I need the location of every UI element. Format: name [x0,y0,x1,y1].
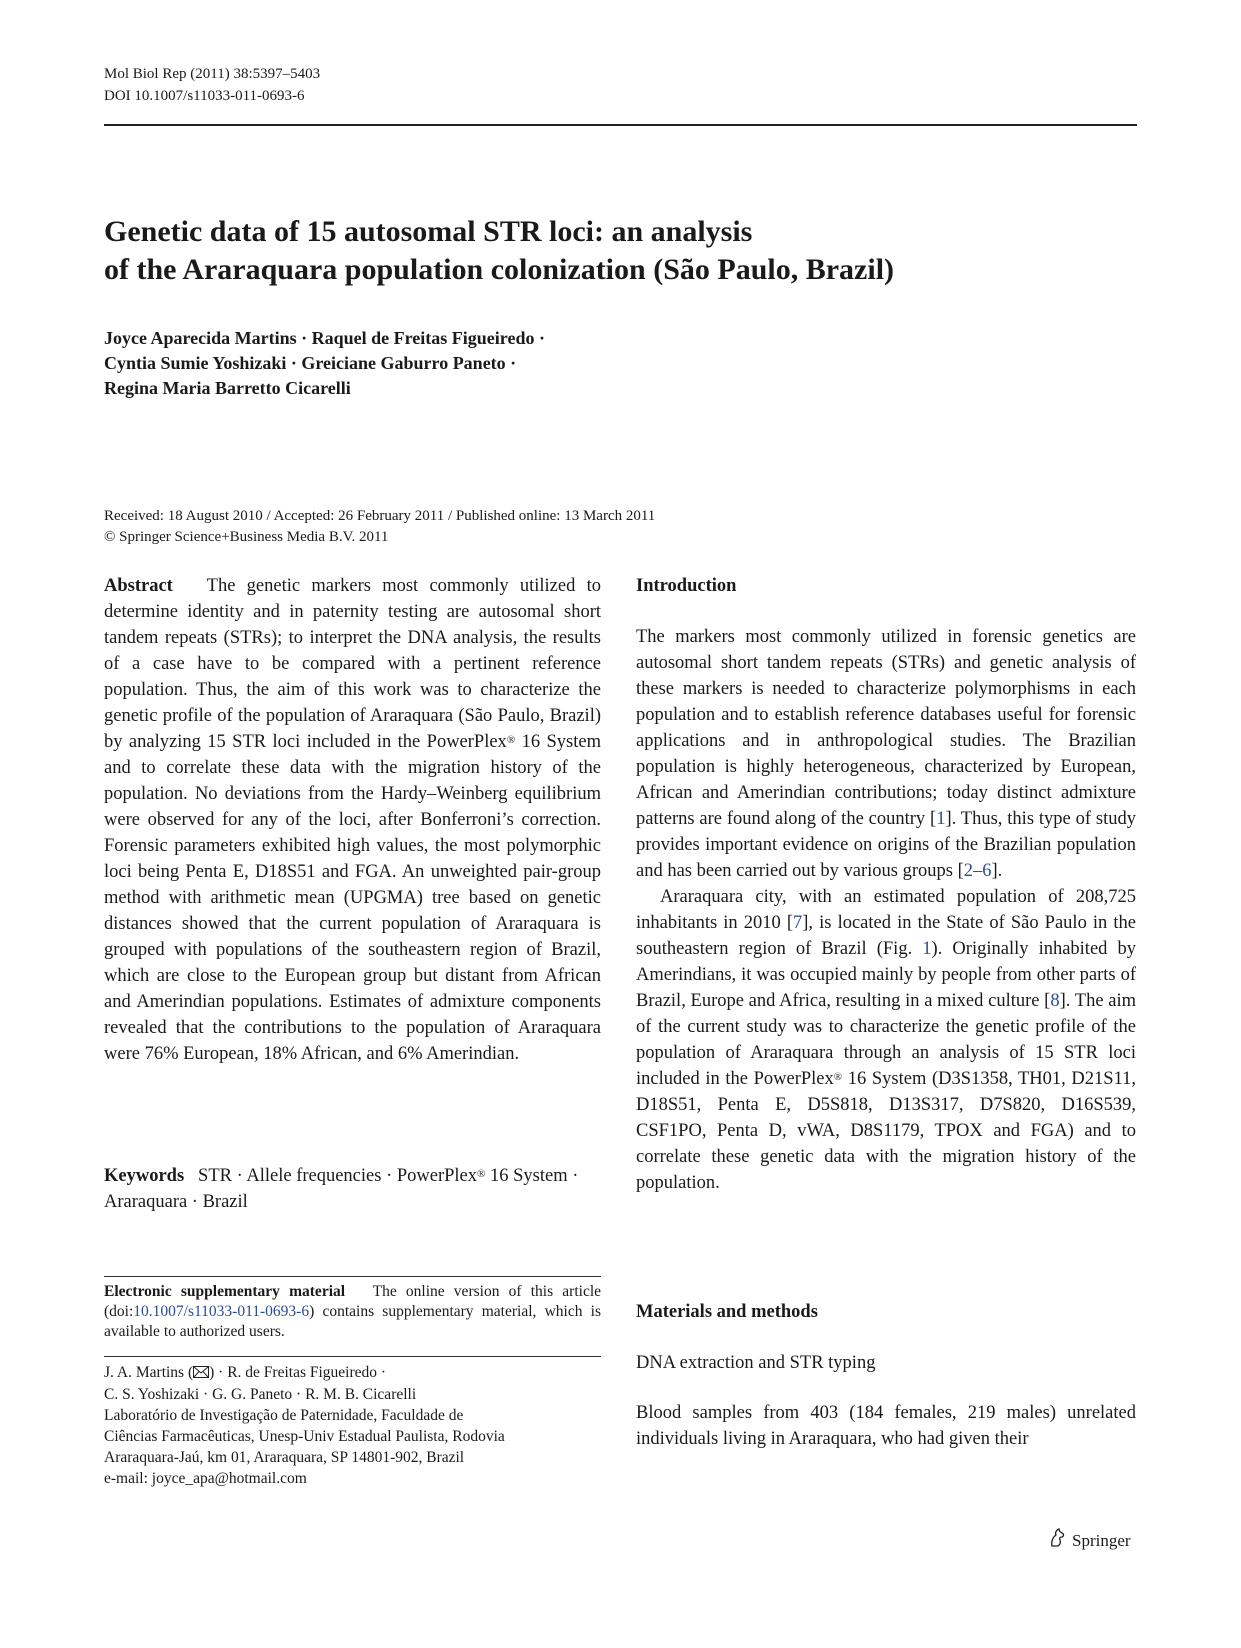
affiliation-line-3: Laboratório de Investigação de Paternidade, Faculdade de [104,1406,464,1424]
envelope-icon [193,1363,209,1384]
keywords-section [104,1163,601,1215]
ref-link[interactable]: 1 [936,809,946,829]
registered-mark: ® [506,734,516,746]
history-dates: Received: 18 August 2010 / Accepted: 26 February 2011 / Published online: 13 March 2011 [104,508,656,524]
affiliation-email: e-mail: joyce_apa@hotmail.com [104,1469,307,1487]
header-rule [104,124,1137,126]
abstract-heading: Abstract [104,576,173,596]
keywords-heading: Keywords [104,1166,185,1186]
abstract-section [104,573,601,1067]
affiliation-line-4: Ciências Farmacêuticas, Unesp-Univ Estadual Paulista, Rodovia [104,1427,505,1445]
affiliation-line-2: C. S. Yoshizaki · G. G. Paneto · R. M. B. Cicarelli [104,1385,417,1403]
esm-note [104,1282,601,1342]
esm-text-1: The online version of this article (doi: [104,1283,602,1320]
affiliation-line-1a: J. A. Martins ( [104,1364,194,1381]
esm-heading: Electronic supplementary material [104,1283,346,1300]
esm-text-2: ) contains supplementary material, which is available to authorized users. [104,1303,601,1340]
ref-link[interactable]: 7 [793,913,803,933]
article-title [104,213,1104,289]
springer-logo [1048,1528,1131,1554]
abstract-text-1: The genetic markers most commonly utilized to determine identity and in paternity testing are autosomal short tandem repeats (STRs); to interpret the DNA analysis, the results of a case have to be compared with a pertinent reference population. Thus, the aim of this work was to characterize the genetic profile of the population of Araraquara (São Paulo, Brazil) by analyzing 15 STR loci included in the PowerPlex [104,576,602,752]
affiliation-line-1b: ) · R. de Freitas Figueiredo · [209,1364,387,1381]
authors-line-1: Joyce Aparecida Martins · Raquel de Freitas Figueiredo · [104,328,545,348]
authors-line-2: Cyntia Sumie Yoshizaki · Greiciane Gaburro Paneto · [104,353,517,373]
title-line-2: of the Araraquara population colonization (São Paulo, Brazil) [104,253,895,286]
title-line-1: Genetic data of 15 autosomal STR loci: an analysis [104,215,753,248]
esm-rule [104,1276,601,1277]
author-list [104,326,1004,401]
intro-paragraph-2: Araraquara city, with an estimated population of 208,725 inhabitants in 2010 [7], is located in the State of São Paulo in the southeastern region of Brazil (Fig. 1). Originally inhabited by Amerindians, it was occupied mainly by people from other parts of Brazil, Europe and Africa, resulting in a mixed culture [8]. The aim of the current study was to characterize the genetic profile of the population of Araraquara through an analysis of 15 STR loci included in the PowerPlex® 16 System (D3S1358, TH01, D21S11, D18S51, Penta E, D5S818, D13S317, D7S820, D16S539, CSF1PO, Penta D, vWA, D8S1179, TPOX and FGA) and to correlate these genetic data with the migration history of the population. [636,887,1137,1193]
ref-link[interactable]: 8 [1050,991,1060,1011]
springer-horse-icon [1048,1528,1066,1554]
keywords-text-1: STR · Allele frequencies · PowerPlex [198,1166,478,1186]
authors-line-3: Regina Maria Barretto Cicarelli [104,378,351,398]
affiliation-rule [104,1356,601,1357]
registered-mark: ® [833,1071,843,1083]
journal-doi: DOI 10.1007/s11033-011-0693-6 [104,88,305,104]
copyright-line: © Springer Science+Business Media B.V. 2011 [104,529,389,545]
abstract-text-2: 16 System and to correlate these data with the migration history of the population. No deviations from the Hardy–Weinberg equilibrium were observed for any of the loci, after Bonferroni’s correction. Forensic parameters exhibited high values, the most polymorphic loci being Penta E, D18S51 and FGA. An unweighted pair-group method with arithmetic mean (UPGMA) tree based on genetic distances showed that the current population of Araraquara is grouped with populations of the southeastern region of Brazil, which are close to the European group but distant from African and Amerindian populations. Estimates of admixture components revealed that the contributions to the population of Araraquara were 76% European, 18% African, and 6% Amerindian. [104,732,601,1064]
esm-doi-link[interactable]: 10.1007/s11033-011-0693-6 [133,1303,310,1320]
intro-paragraph-1: The markers most commonly utilized in forensic genetics are autosomal short tandem repeats (STRs) and genetic analysis of these markers is needed to characterize polymorphisms in each population and to establish reference databases useful for forensic applications and in anthropological studies. The Brazilian population is highly heterogeneous, characterized by European, African and Amerindian contributions; today distinct admixture patterns are found along of the country [1]. Thus, this type of study provides important evidence on origins of the Brazilian population and has been carried out by various groups [2–6]. [636,627,1136,881]
journal-citation: Mol Biol Rep (2011) 38:5397–5403 [104,66,321,82]
methods-heading: Materials and methods [636,1302,818,1322]
registered-mark: ® [477,1168,486,1180]
methods-paragraph: Blood samples from 403 (184 females, 219 males) unrelated individuals living in Araraquara, who had given their [636,1403,1136,1449]
publisher-name: Springer [1072,1531,1131,1550]
keywords-text-2: 16 System · Araraquara · Brazil [104,1166,579,1212]
abstract-paragraph [104,573,601,1067]
introduction-section [636,624,1136,1196]
affiliation-block [104,1362,601,1489]
affiliation-line-5: Araraquara-Jaú, km 01, Araraquara, SP 14801-902, Brazil [104,1448,465,1466]
ref-link[interactable]: 2–6 [963,861,992,881]
methods-subheading: DNA extraction and STR typing [636,1353,876,1373]
article-dates [104,506,655,548]
figure-link[interactable]: 1 [922,939,932,959]
introduction-heading: Introduction [636,576,737,596]
